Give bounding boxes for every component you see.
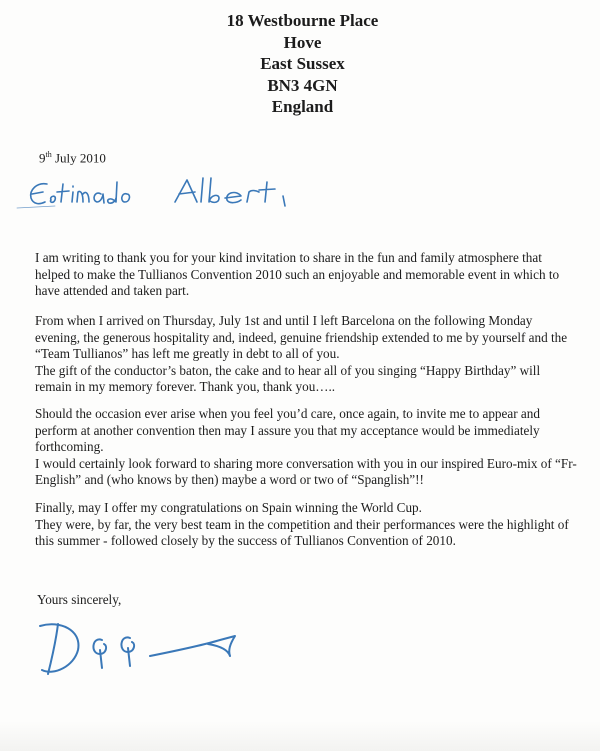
- paragraph-gift-text: The gift of the conductor’s baton, the cake and to hear all of you singing “Happy Birthday” will remain in my memory forever. Thank you, thank you…..: [35, 362, 541, 394]
- signature-scrawl: [30, 610, 250, 700]
- date-suffix: th: [45, 150, 52, 159]
- address-line-country: England: [271, 97, 334, 116]
- paragraph-conversation-text: I would certainly look forward to sharing more conversation with you in our inspired Euro-mix of “Fr-English” and (who knows by then) maybe a word or two of “Spanglish”!!: [35, 455, 577, 487]
- paragraph-thanks-text: I am writing to thank you for your kind invitation to share in the fun and family atmosphere that helped to make the Tullianos Convention 2010 such an enjoyable and memorable event in which to have attended and taken part.: [35, 250, 560, 298]
- paragraph-invitation: [35, 406, 580, 489]
- paragraph-invitation-text: Should the occasion ever arise when you feel you’d care, once again, to invite me to appear and perform at another convention then may I assure you that my acceptance would be immediately forthcoming.: [35, 406, 540, 454]
- handwritten-signature: [30, 610, 250, 700]
- scan-edge-shading: [0, 721, 600, 751]
- letter-date: [39, 150, 106, 166]
- closing-line: Yours sincerely,: [37, 592, 122, 607]
- address-line-town: Hove: [283, 32, 322, 52]
- paragraph-team-text: They were, by far, the very best team in the competition and their performances were the highlight of this summer - followed closely by the success of Tullianos Convention of 2010.: [35, 516, 569, 548]
- address-line-postcode: BN3 4GN: [267, 75, 338, 95]
- date-day: 9: [39, 150, 46, 166]
- salutation-handwriting: [15, 170, 315, 220]
- paragraph-hospitality: [35, 313, 580, 396]
- paragraph-hospitality-text: From when I arrived on Thursday, July 1st and until I left Barcelona on the following Monday evening, the generous hospitality and, indeed, genuine friendship extended to me by yourself and the “Team Tullianos” has left me greatly in debt to all of you.: [35, 313, 568, 361]
- handwritten-salutation: [15, 170, 315, 220]
- paragraph-worldcup-text: Finally, may I offer my congratulations on Spain winning the World Cup.: [35, 500, 422, 515]
- address-line-street: 18 Westbourne Place: [226, 11, 379, 30]
- paragraph-worldcup: [35, 500, 580, 550]
- paragraph-thanks: [35, 250, 580, 300]
- address-line-county: East Sussex: [260, 54, 345, 73]
- date-month-year: July 2010: [51, 150, 106, 166]
- sender-address: [0, 10, 600, 118]
